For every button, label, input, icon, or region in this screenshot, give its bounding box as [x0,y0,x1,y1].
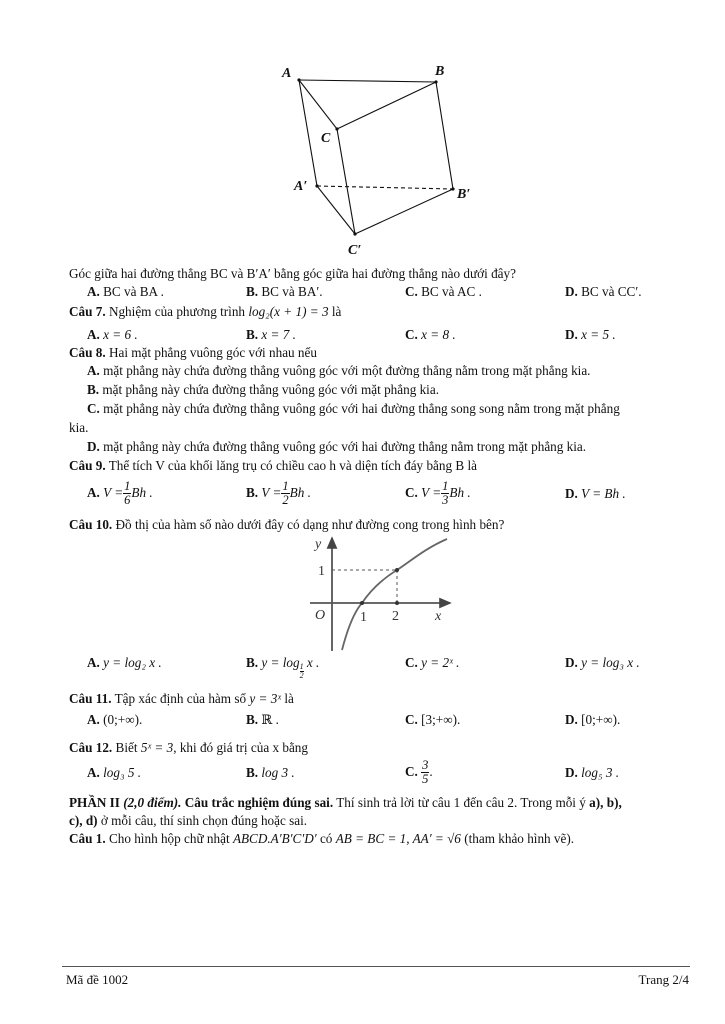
log-graph [300,532,460,654]
q6-stem: Góc giữa hai đường thẳng BC và B′A′ bằng góc giữa hai đường thẳng nào dưới đây? [69,266,516,281]
tick-y1: 1 [318,564,325,579]
p2q1-stem: Câu 1. Cho hình hộp chữ nhật ABCD.A′B′C′D′ có AB = BC = 1, AA′ = √6 (tham khảo hình vẽ). [69,831,575,846]
q7-option-b[interactable]: B. x = 7 . [246,327,296,342]
q8-option-c-cont: kia. [69,420,89,435]
label-a: A [282,66,292,81]
edge-ac [299,80,337,129]
edge-c1b1 [355,189,453,234]
q11-option-d[interactable]: D. [0;+∞). [565,712,621,727]
q10-option-a[interactable]: A. y = log₂ x . [87,655,162,670]
q11-option-b[interactable]: B. ℝ . [246,712,279,727]
label-b1: B′ [457,187,471,202]
part2-line1: PHẦN II (2,0 điểm). Câu trắc nghiệm đúng sai. Thí sinh trả lời từ câu 1 đến câu 2. Trong mỗi ý a), b), [69,795,622,810]
q6-option-d[interactable]: D. BC và CC′. [565,284,642,299]
q8-option-d[interactable]: D. mặt phẳng này chứa đường thẳng vuông góc với hai đường thẳng nằm trong mặt phẳng kia. [87,439,587,454]
q12-option-a[interactable]: A. log₃ 5 . [87,765,142,780]
label-c1: C′ [348,243,362,258]
q10-option-b[interactable]: B. y = log $\frac{1}{2}$ x . [246,655,320,680]
edge-cc1 [337,129,355,234]
log-curve [342,539,447,650]
q10-stem: Câu 10. Đồ thị của hàm số nào dưới đây có dạng như đường cong trong hình bên? [69,517,505,532]
label-b: B [435,64,445,79]
edge-aa1 [299,80,317,186]
q12-option-d[interactable]: D. log₅ 3 . [565,765,620,780]
edge-a1b1-hidden [317,186,453,189]
q12-option-b[interactable]: B. log 3 . [246,765,295,780]
edge-cb [337,82,436,129]
q9-option-c[interactable]: C. V = $\frac{1}{3}$ Bh . [405,479,471,508]
q10-option-d[interactable]: D. y = log₃ x . [565,655,640,670]
prism-figure [280,58,480,258]
label-a1: A′ [294,179,308,194]
q11-option-a[interactable]: A. (0;+∞). [87,712,143,727]
tick-x1: 1 [360,610,367,625]
q9-stem: Câu 9. Thể tích V của khối lăng trụ có chiều cao h và diện tích đáy bằng B là [69,458,477,473]
footer-page-number: Trang 2/4 [638,972,689,987]
q7-stem: Câu 7. Nghiệm của phương trình log₂(x + 1) = 3 là [69,304,342,319]
q12-option-c[interactable]: C. $\frac{3}{5}$ . [405,758,433,787]
q8-option-a[interactable]: A. mặt phẳng này chứa đường thẳng vuông góc với một đường thẳng nằm trong mặt phẳng kia. [87,363,591,378]
origin-label: O [315,608,326,623]
label-c: C [321,131,331,146]
q6-option-a[interactable]: A. BC và BA . [87,284,164,299]
q10-option-c[interactable]: C. y = 2ˣ . [405,655,460,670]
x-axis-label: x [435,609,442,624]
q9-option-b[interactable]: B. V = $\frac{1}{2}$ Bh . [246,479,311,508]
tick-x2: 2 [392,609,399,624]
q11-stem: Câu 11. Tập xác định của hàm số y = 3ˣ là [69,691,294,706]
q7-option-a[interactable]: A. x = 6 . [87,327,138,342]
q8-option-c[interactable]: C. mặt phẳng này chứa đường thẳng vuông góc với hai đường thẳng song song nằm trong mặt phẳng [87,401,620,416]
q11-option-c[interactable]: C. [3;+∞). [405,712,461,727]
q9-option-d[interactable]: D. V = Bh . [565,486,626,501]
q7-option-d[interactable]: D. x = 5 . [565,327,616,342]
footer-exam-code: Mã đề 1002 [66,972,129,987]
part2-line2: c), d) ở mỗi câu, thí sinh chọn đúng hoặc sai. [69,813,308,828]
q9-option-a[interactable]: A. V = $\frac{1}{6}$ Bh . [87,479,153,508]
y-axis-label: y [315,537,322,552]
edge-a1c1 [317,186,355,234]
edge-ab [299,80,436,82]
edge-bb1 [436,82,453,189]
q8-stem: Câu 8. Hai mặt phẳng vuông góc với nhau nếu [69,345,317,360]
q6-option-b[interactable]: B. BC và BA′. [246,284,323,299]
q6-option-c[interactable]: C. BC và AC . [405,284,482,299]
footer-rule [62,966,690,967]
q8-option-b[interactable]: B. mặt phẳng này chứa đường thẳng vuông góc với mặt phẳng kia. [87,382,440,397]
q12-stem: Câu 12. Biết 5ˣ = 3, khi đó giá trị của x bằng [69,740,308,755]
q7-option-c[interactable]: C. x = 8 . [405,327,456,342]
